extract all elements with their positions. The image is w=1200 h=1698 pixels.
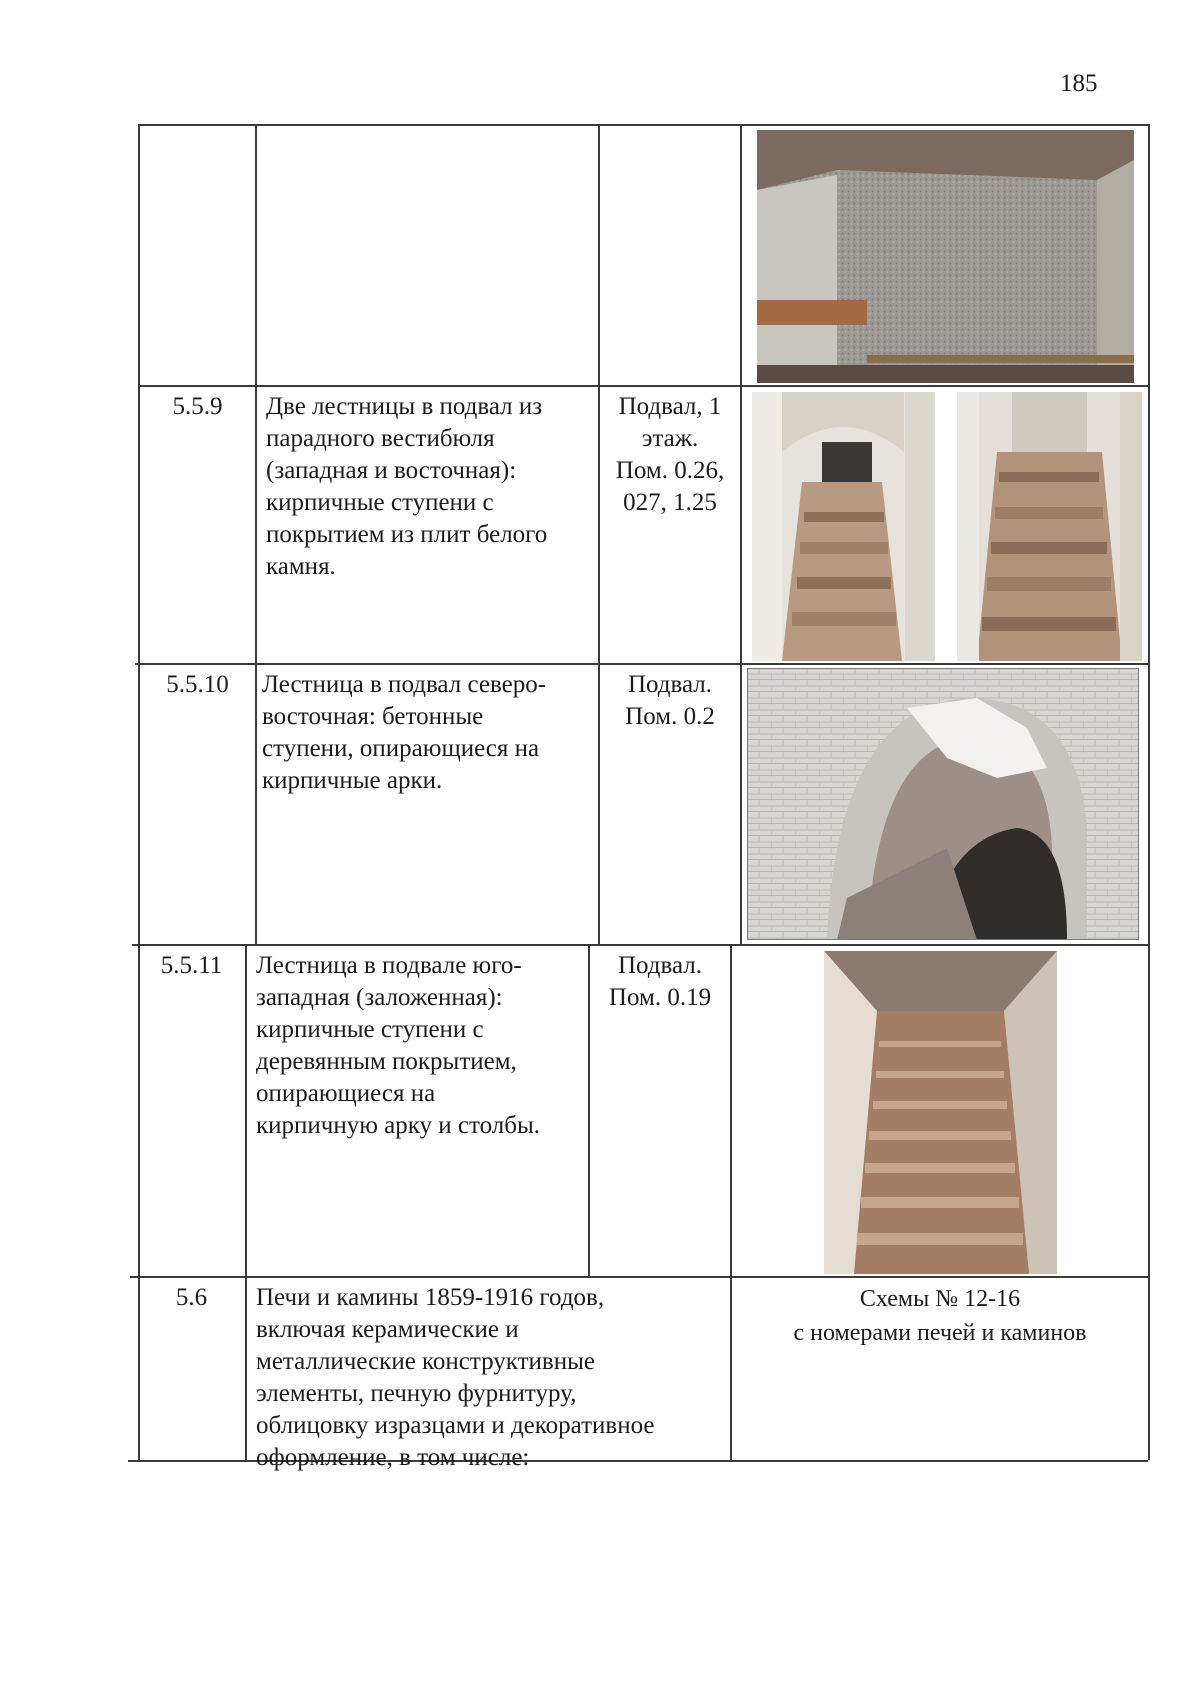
row-number: 5.6 bbox=[175, 1284, 208, 1311]
table-rule-col2 bbox=[598, 124, 600, 944]
row-description: Лестница в подвале юго- западная (заложенная): кирпичные ступени с деревянным покрытием, опирающиеся на кирпичную арку и столбы. bbox=[256, 952, 541, 1139]
row-schemes: Схемы № 12-16 с номерами печей и каминов bbox=[793, 1286, 1087, 1346]
table-rule-4 bbox=[130, 1276, 1150, 1278]
table-rule-col3 bbox=[740, 124, 742, 944]
row-number: 5.5.10 bbox=[166, 671, 229, 698]
table-rule-top bbox=[138, 124, 1150, 126]
table-rule-3 bbox=[132, 944, 1150, 946]
photo-northeast-stair bbox=[747, 668, 1139, 940]
photo-east-stair bbox=[957, 392, 1142, 661]
photo-southwest-stair bbox=[824, 951, 1057, 1274]
row-location: Подвал, 1 этаж. Пом. 0.26, 027, 1.25 bbox=[615, 393, 725, 516]
row-location: Подвал. Пом. 0.2 bbox=[625, 671, 715, 730]
photo-landing-floor bbox=[757, 130, 1134, 383]
table-rule-2 bbox=[135, 663, 1150, 665]
table-rule-col1b bbox=[245, 944, 247, 1460]
table-rule-left bbox=[138, 124, 140, 1460]
row-number: 5.5.11 bbox=[160, 952, 223, 979]
row-location: Подвал. Пом. 0.19 bbox=[608, 952, 712, 1011]
table-rule-right bbox=[1148, 124, 1150, 1460]
page-number: 185 bbox=[1060, 70, 1098, 97]
table-rule-1 bbox=[138, 385, 1150, 387]
table-rule-col3b bbox=[730, 944, 732, 1460]
row-description: Лестница в подвал северо- восточная: бетонные ступени, опирающиеся на кирпичные арки. bbox=[262, 671, 547, 794]
row-number: 5.5.9 bbox=[172, 393, 223, 420]
table-rule-col1 bbox=[255, 124, 257, 944]
row-description: Две лестницы в подвал из парадного вестибюля (западная и восточная): кирпичные ступени с покрытием из плит белого камня. bbox=[266, 393, 548, 580]
photo-west-stair bbox=[752, 392, 935, 661]
row-description: Печи и камины 1859-1916 годов, включая керамические и металлические конструктивные элементы, печную фурнитуру, облицовку изразцами и декоративное оформление, в том числе: bbox=[256, 1284, 655, 1471]
